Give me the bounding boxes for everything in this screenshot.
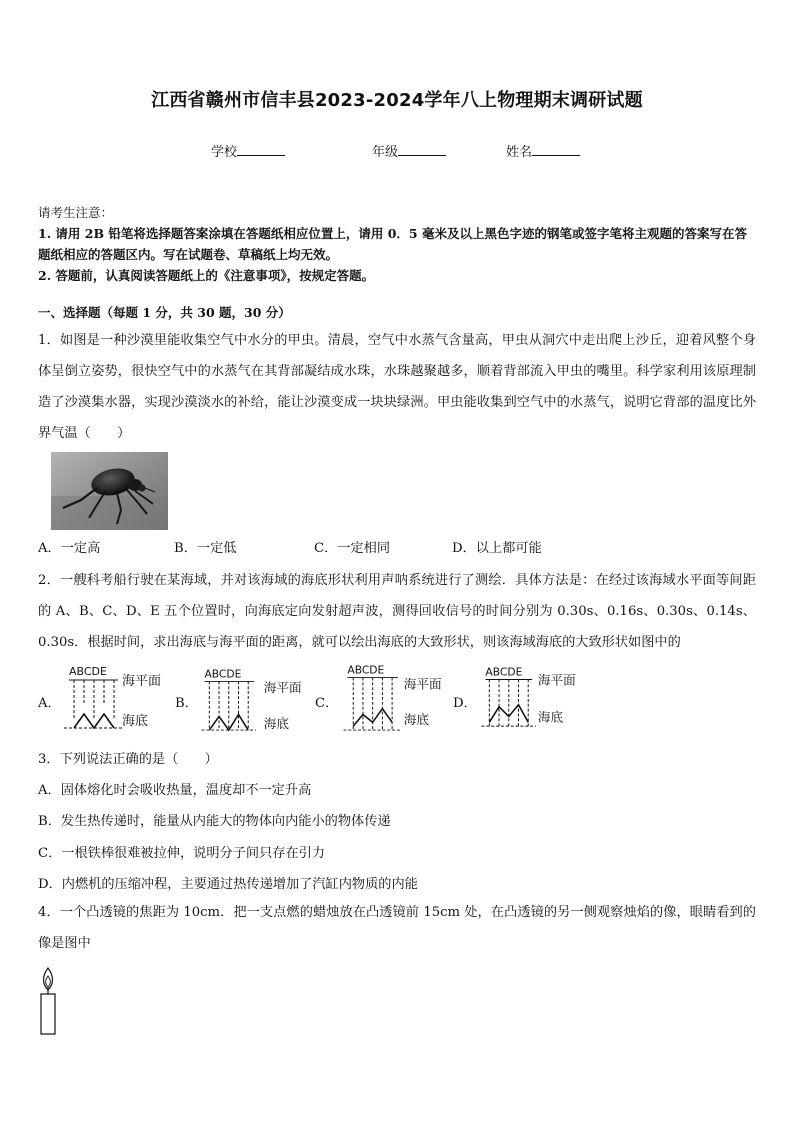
diagram-c-letters: ABCDE [347, 663, 385, 677]
school-blank [237, 141, 285, 156]
grade-label: 年级 [372, 145, 399, 160]
q3-option-a[interactable]: A．固体熔化时会吸收热量，温度却不一定升高 [38, 783, 312, 798]
candle-figure [36, 966, 60, 1036]
q2-seabed-diagram-c [336, 662, 456, 732]
question-1-stem: 1．如图是一种沙漠里能收集空气中水分的甲虫。清晨，空气中水蒸气含量高，甲虫从洞穴中走出爬上沙丘，迎着风整个身体呈倒立姿势，很快空气中的水蒸气在其背部凝结成水珠，水珠越聚越多，顺着背部流入甲虫的嘴里。科学家利用该原理制造了沙漠集水器，实现沙漠淡水的补给，能让沙漠变成一块块绿洲。甲虫能收集到空气中的水蒸气，说明它背部的温度比外界气温（ ） [38, 333, 756, 441]
diagram-b-seabed: 海底 [263, 716, 290, 732]
diagram-a-seabed: 海底 [122, 714, 149, 729]
page-title: 江西省赣州市信丰县2023-2024学年八上物理期末调研试题 [151, 90, 643, 111]
section-heading-choice: 一、选择题（每题 1 分，共 30 题，30 分） [38, 305, 291, 320]
notice-line-1: 1. 请用 2B 铅笔将选择题答案涂填在答题纸相应位置上，请用 0．5 毫米及以上黑色字迹的钢笔或签字笔将主观题的答案写在答题纸相应的答题区内。写在试题卷、草稿纸上均无效。 [38, 226, 747, 262]
q2-seabed-diagram-a [60, 662, 180, 732]
student-info-row [0, 141, 794, 161]
name-blank [532, 141, 580, 156]
q3-option-d[interactable]: D．内燃机的压缩冲程，主要通过热传递增加了汽缸内物质的内能 [38, 877, 418, 892]
q2-option-d-label[interactable]: D． [453, 696, 477, 711]
q2-option-b-label[interactable]: B． [175, 696, 198, 711]
grade-field [372, 141, 446, 160]
q3-option-b[interactable]: B．发生热传递时，能量从内能大的物体向内能小的物体传递 [38, 814, 391, 829]
q2-seabed-diagram-b [196, 662, 316, 732]
diagram-d-sea-level: 海平面 [537, 672, 576, 688]
q1-option-c[interactable]: C．一定相同 [314, 541, 391, 556]
exam-notice [38, 202, 758, 286]
diagram-c-seabed: 海底 [403, 712, 430, 728]
name-field [506, 141, 580, 160]
q2-seabed-diagram-d [476, 662, 596, 732]
diagram-a-sea-level: 海平面 [122, 674, 162, 689]
q1-option-d[interactable]: D．以上都可能 [452, 541, 542, 556]
diagram-b-sea-level: 海平面 [263, 680, 302, 696]
school-label: 学校 [211, 145, 238, 160]
notice-heading: 请考生注意： [38, 205, 114, 220]
question-1-options [38, 537, 756, 561]
q3-option-c[interactable]: C．一根铁棒很难被拉伸，说明分子间只存在引力 [38, 846, 326, 861]
name-label: 姓名 [506, 145, 533, 160]
q1-option-a[interactable]: A．一定高 [38, 541, 101, 556]
beetle-photo [51, 452, 168, 530]
diagram-a-letters: ABCDE [69, 665, 107, 678]
notice-line-2: 2. 答题前，认真阅读答题纸上的《注意事项》，按规定答题。 [38, 268, 375, 283]
diagram-c-sea-level: 海平面 [403, 676, 442, 692]
question-4-stem: 4．一个凸透镜的焦距为 10cm．把一支点燃的蜡烛放在凸透镜前 15cm 处，在凸透镜的另一侧观察烛焰的像，眼睛看到的像是图中 [38, 905, 756, 951]
school-field [211, 141, 285, 160]
diagram-d-seabed: 海底 [537, 709, 564, 725]
diagram-d-letters: ABCDE [485, 665, 523, 679]
q2-option-a-label[interactable]: A． [38, 696, 61, 711]
grade-blank [398, 141, 446, 156]
question-2-stem: 2．一艘科考船行驶在某海域，并对该海域的海底形状利用声呐系统进行了测绘．具体方法是：在经过该海域水平面等间距的 A、B、C、D、E 五个位置时，向海底定向发射超声波，测得回收信号的时间分别为 0.30s、0.16s、0.30s、0.14s、0.30s．根据时间，求出海底与海平面的距离，就可以绘出海底的大致形状，则该海域海底的大致形状如图中的 [38, 573, 756, 650]
diagram-b-letters: ABCDE [204, 667, 242, 681]
question-3-stem: 3．下列说法正确的是（ ） [38, 752, 218, 767]
q1-option-b[interactable]: B．一定低 [174, 541, 237, 556]
q2-option-c-label[interactable]: C． [315, 696, 339, 711]
